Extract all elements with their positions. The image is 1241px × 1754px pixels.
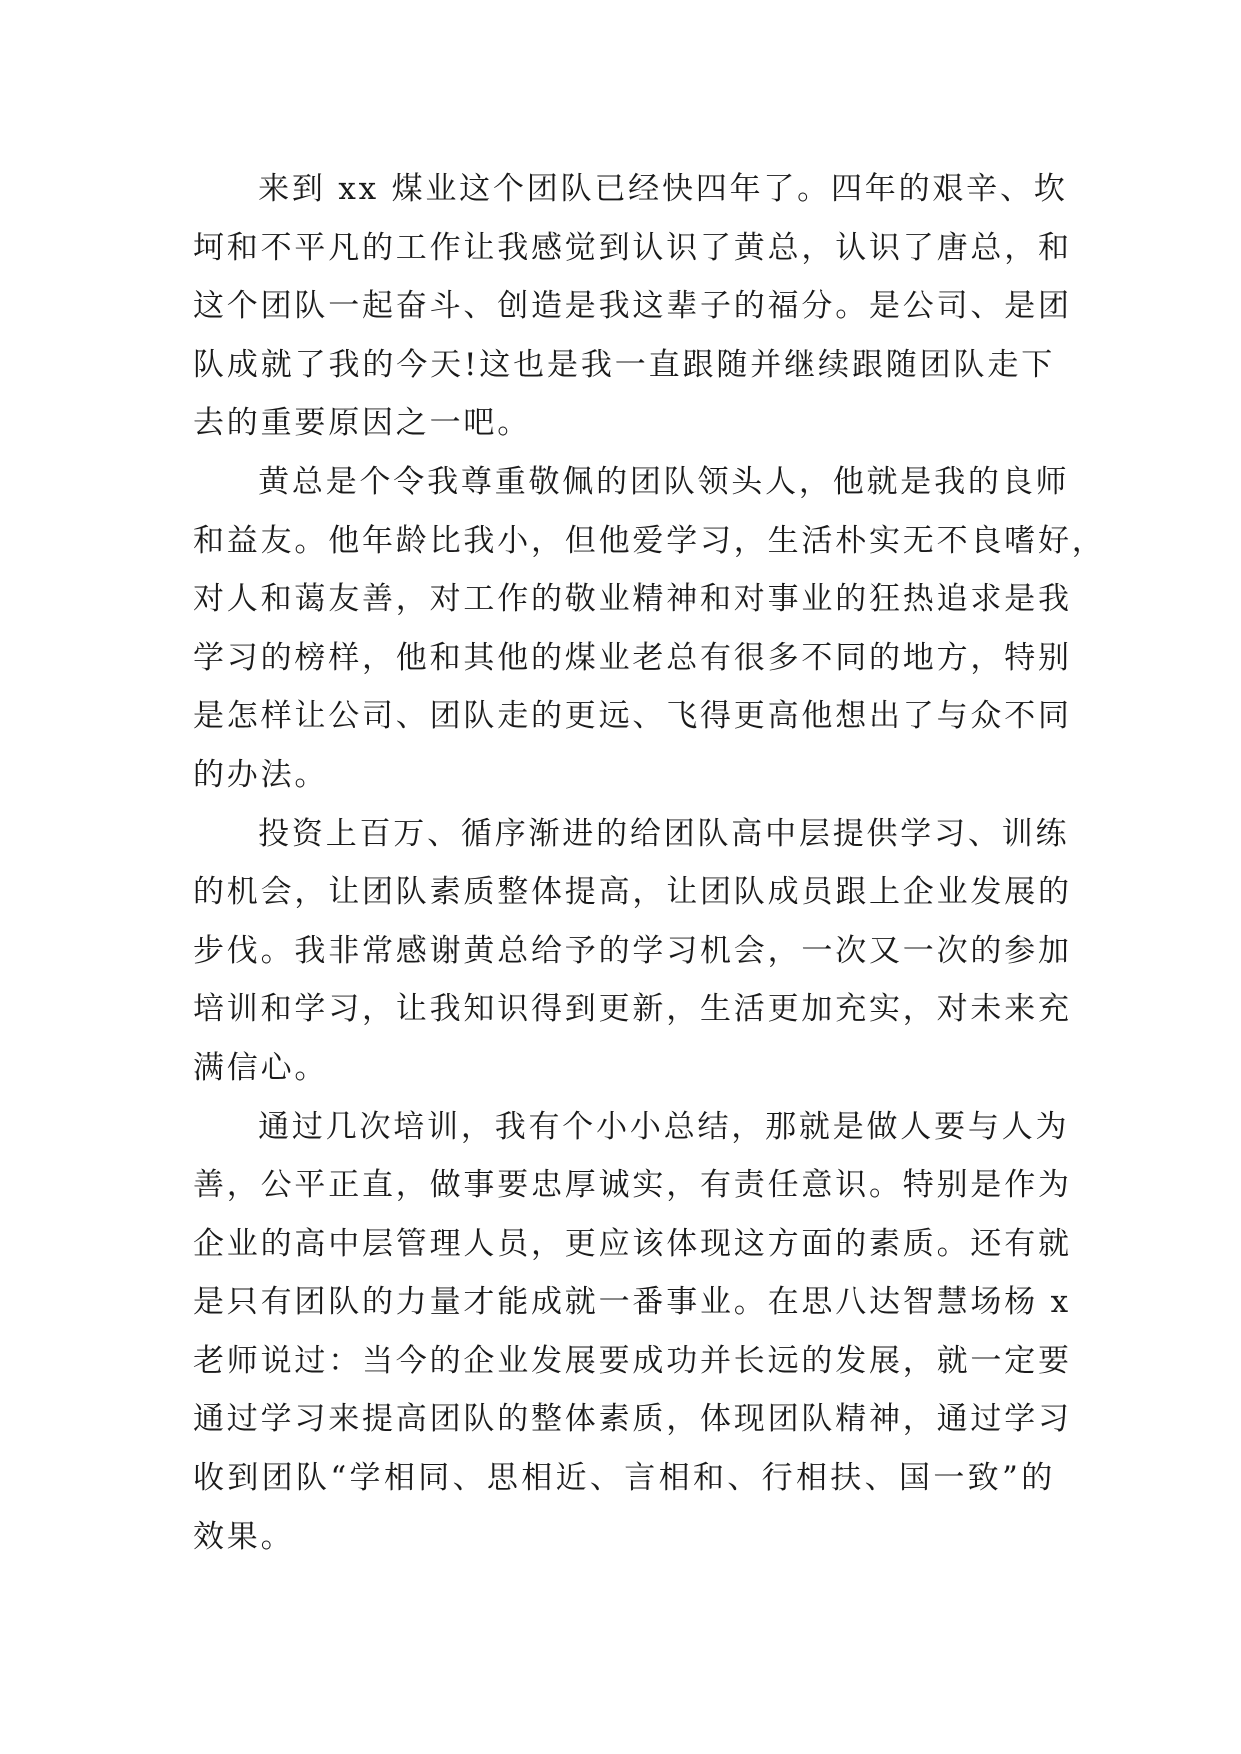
- paragraph-line: 效果。: [193, 1518, 295, 1555]
- paragraph-line: 通过学习来提高团队的整体素质，体现团队精神，通过学习: [193, 1401, 1072, 1438]
- paragraph-1: [193, 160, 1072, 453]
- paragraph-line: 是怎样让公司、团队走的更远、飞得更高他想出了与众不同: [193, 698, 1072, 735]
- paragraph-line: 投资上百万、循序渐进的给团队高中层提供学习、训练: [258, 815, 1070, 852]
- paragraph-line: 是只有团队的力量才能成就一番事业。在思八达智慧场杨 x: [193, 1284, 1071, 1321]
- paragraph-line: 学习的榜样，他和其他的煤业老总有很多不同的地方，特别: [193, 639, 1072, 676]
- paragraph-line: 的办法。: [193, 756, 329, 793]
- paragraph-line: 的机会，让团队素质整体提高，让团队成员跟上企业发展的: [193, 874, 1072, 911]
- paragraph-line: 坷和不平凡的工作让我感觉到认识了黄总，认识了唐总，和: [193, 229, 1072, 266]
- paragraph-line: 满信心。: [193, 1049, 329, 1086]
- paragraph-line: 和益友。他年龄比我小，但他爱学习，生活朴实无不良嗜好，: [193, 522, 1106, 559]
- paragraph-line: 对人和蔼友善，对工作的敬业精神和对事业的狂热追求是我: [193, 581, 1072, 618]
- paragraph-line: 黄总是个令我尊重敬佩的团队领头人，他就是我的良师: [258, 463, 1070, 500]
- paragraph-3: [193, 805, 1072, 1098]
- paragraph-2: [193, 453, 1106, 805]
- paragraph-line: 来到 xx 煤业这个团队已经快四年了。四年的艰辛、坎: [258, 171, 1068, 207]
- document-body: [193, 160, 1106, 1566]
- paragraph-line: 步伐。我非常感谢黄总给予的学习机会，一次又一次的参加: [193, 932, 1072, 969]
- paragraph-line: 收到团队“学相同、思相近、言相和、行相扶、国一致”的: [193, 1460, 1055, 1497]
- paragraph-line: 队成就了我的今天!这也是我一直跟随并继续跟随团队走下: [193, 346, 1055, 383]
- paragraph-line: 这个团队一起奋斗、创造是我这辈子的福分。是公司、是团: [193, 288, 1072, 325]
- paragraph-line: 善，公平正直，做事要忠厚诚实，有责任意识。特别是作为: [193, 1167, 1072, 1204]
- paragraph-line: 通过几次培训，我有个小小总结，那就是做人要与人为: [258, 1108, 1070, 1145]
- paragraph-line: 去的重要原因之一吧。: [193, 405, 531, 442]
- paragraph-line: 培训和学习，让我知识得到更新，生活更加充实，对未来充: [193, 991, 1072, 1028]
- paragraph-4: [193, 1098, 1072, 1567]
- paragraph-line: 老师说过：当今的企业发展要成功并长远的发展，就一定要: [193, 1342, 1072, 1379]
- paragraph-line: 企业的高中层管理人员，更应该体现这方面的素质。还有就: [193, 1225, 1072, 1262]
